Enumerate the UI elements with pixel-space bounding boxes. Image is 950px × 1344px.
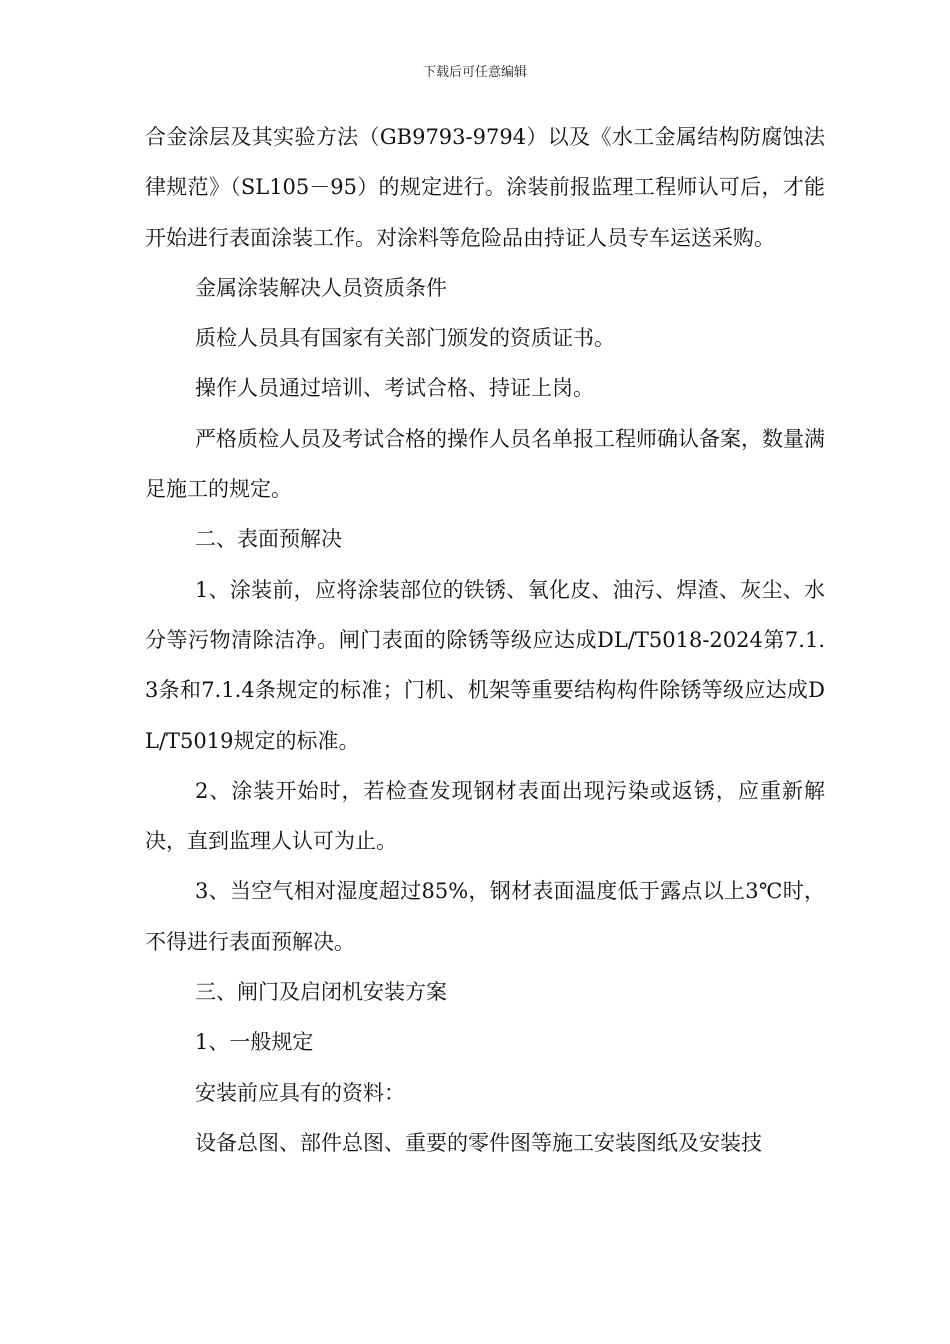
paragraph-pretreatment-item-1: 1、涂装前，应将涂装部位的铁锈、氧化皮、油污、焊渣、灰尘、水分等污物清除洁净。闸门表面的除锈等级应达成DL/T5018-2024第7.1.3条和7.1.4条规定的标准；门机、机架等重要结构构件除锈等级应达成DL/T5019规定的标准。	[145, 577, 825, 753]
section-heading-surface-pretreatment: 二、表面预解决	[195, 527, 342, 552]
paragraph-required-documents: 安装前应具有的资料：	[195, 1080, 405, 1105]
section-heading-gate-installation: 三、闸门及启闭机安装方案	[195, 980, 447, 1005]
paragraph-inspector-certificate: 质检人员具有国家有关部门颁发的资质证书。	[195, 326, 615, 351]
document-body	[145, 112, 825, 1168]
subsection-heading-general-rules: 1、一般规定	[195, 1030, 314, 1055]
paragraph-drawings-list: 设备总图、部件总图、重要的零件图等施工安装图纸及安装技	[195, 1130, 762, 1155]
paragraph-operator-training: 操作人员通过培训、考试合格、持证上岗。	[195, 376, 594, 401]
paragraph-coating-standards: 合金涂层及其实验方法（GB9793-9794）以及《水工金属结构防腐蚀法律规范》（SL105－95）的规定进行。涂装前报监理工程师认可后，才能开始进行表面涂装工作。对涂料等危险品由持证人员专车运送采购。	[145, 125, 825, 250]
page-header: 下载后可任意编辑	[422, 65, 527, 80]
paragraph-personnel-list: 严格质检人员及考试合格的操作人员名单报工程师确认备案，数量满足施工的规定。	[145, 426, 825, 502]
paragraph-pretreatment-item-3: 3、当空气相对湿度超过85%，钢材表面温度低于露点以上3℃时，不得进行表面预解决。	[145, 879, 825, 954]
paragraph-pretreatment-item-2: 2、涂装开始时，若检查发现钢材表面出现污染或返锈，应重新解决，直到监理人认可为止。	[145, 778, 825, 854]
paragraph-personnel-qualification-heading: 金属涂装解决人员资质条件	[195, 275, 447, 300]
